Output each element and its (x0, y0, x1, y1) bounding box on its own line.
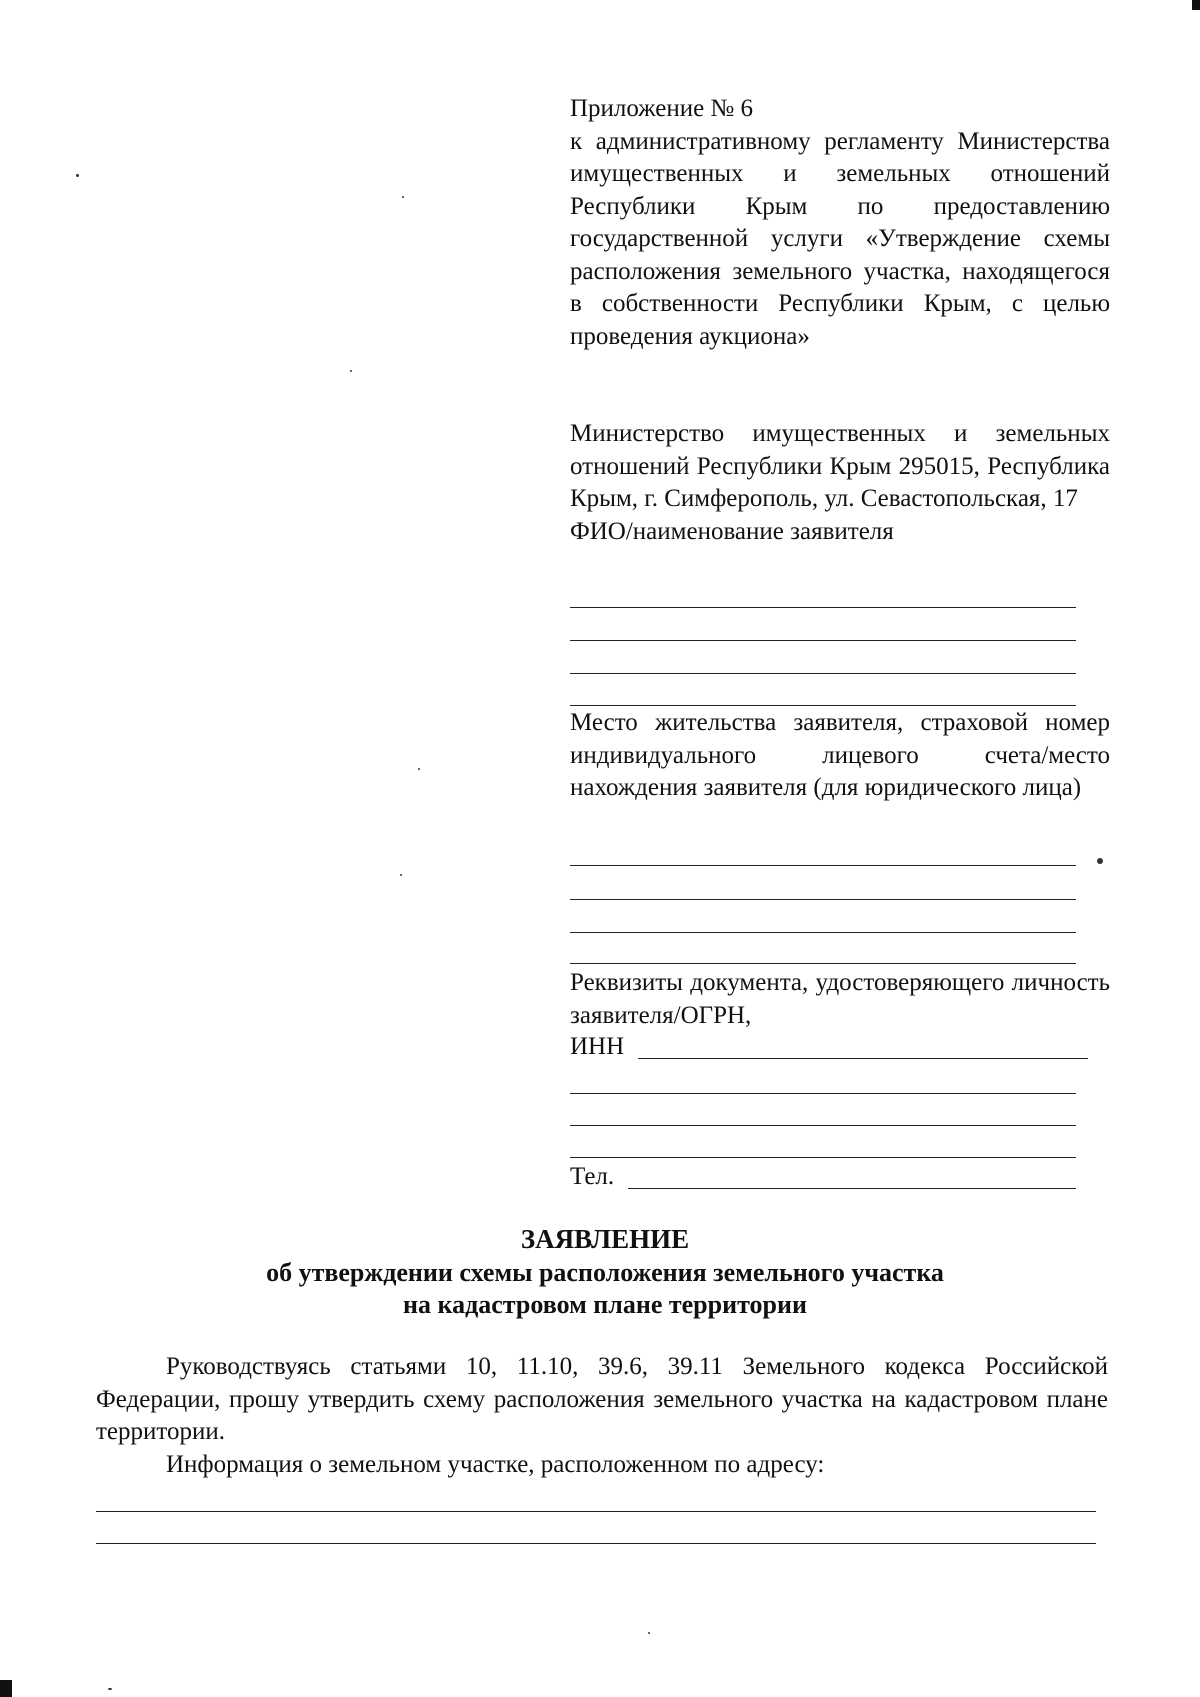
applicant-name-label: ФИО/наименование заявителя (570, 517, 894, 545)
statement-subtitle-2: на кадастровом плане территории (403, 1290, 807, 1319)
requisites-label: Реквизиты документа, удостоверяющего личность заявителя/ОГРН, (570, 969, 1110, 1029)
phone-row (570, 1162, 1080, 1192)
inn-label: ИНН (570, 1033, 625, 1060)
requisites-line-1[interactable] (570, 1093, 1076, 1094)
appendix-number: Приложение № 6 (570, 95, 754, 122)
residence-line-4[interactable] (570, 963, 1076, 964)
residence-line-1[interactable] (570, 865, 1076, 866)
inn-field[interactable] (638, 1058, 1088, 1059)
scan-speck (400, 874, 402, 876)
applicant-name-line-3[interactable] (570, 673, 1076, 674)
recipient-block (570, 418, 1110, 548)
scan-edge-mark (0, 1680, 12, 1697)
requisites-line-3[interactable] (570, 1157, 1076, 1158)
address-line-2[interactable] (96, 1543, 1096, 1544)
inn-row (570, 1032, 1090, 1062)
phone-field[interactable] (628, 1188, 1076, 1189)
residence-label: Место жительства заявителя, страховой номер индивидуального лицевого счета/место нахождения заявителя (для юридического лица) (570, 709, 1110, 801)
statement-subtitle-1: об утверждении схемы расположения земельного участка (266, 1258, 944, 1287)
scan-speck (108, 1688, 112, 1690)
scan-speck (648, 1632, 650, 1634)
residence-line-2[interactable] (570, 899, 1076, 900)
applicant-name-line-1[interactable] (570, 607, 1076, 608)
statement-title: ЗАЯВЛЕНИЕ (520, 1224, 690, 1254)
phone-label: Тел. (570, 1163, 615, 1190)
appendix-text: к административному регламенту Министерства имущественных и земельных отношений Республики Крым по предоставлению государственной услуги «Утверждение схемы расположения земельного участка, находящегося в собственности Республики Крым, с целью проведения аукциона» (570, 127, 1110, 350)
scan-speck (418, 768, 420, 770)
address-line-1[interactable] (96, 1511, 1096, 1512)
appendix-block (570, 93, 1110, 353)
applicant-name-line-2[interactable] (570, 640, 1076, 641)
requisites-line-2[interactable] (570, 1125, 1076, 1126)
applicant-name-line-4[interactable] (570, 705, 1076, 706)
scan-edge-mark (1192, 0, 1200, 10)
body-paragraph-1: Руководствуясь статьями 10, 11.10, 39.6, 39.11 Земельного кодекса Российской Федерации, прошу утвердить схему расположения земельного участка на кадастровом плане территории. (96, 1353, 1108, 1445)
scan-speck (402, 196, 404, 198)
scan-speck (1097, 858, 1103, 864)
scan-speck (76, 174, 79, 177)
statement-body (96, 1351, 1108, 1481)
scan-speck (350, 370, 352, 372)
residence-line-3[interactable] (570, 932, 1076, 933)
body-paragraph-2: Информация о земельном участке, расположенном по адресу: (166, 1450, 825, 1478)
requisites-block (570, 967, 1110, 1032)
residence-block (570, 707, 1110, 805)
recipient-address: Министерство имущественных и земельных отношений Республики Крым 295015, Республика Крым, г. Симферополь, ул. Севастопольская, 17 (570, 420, 1110, 512)
